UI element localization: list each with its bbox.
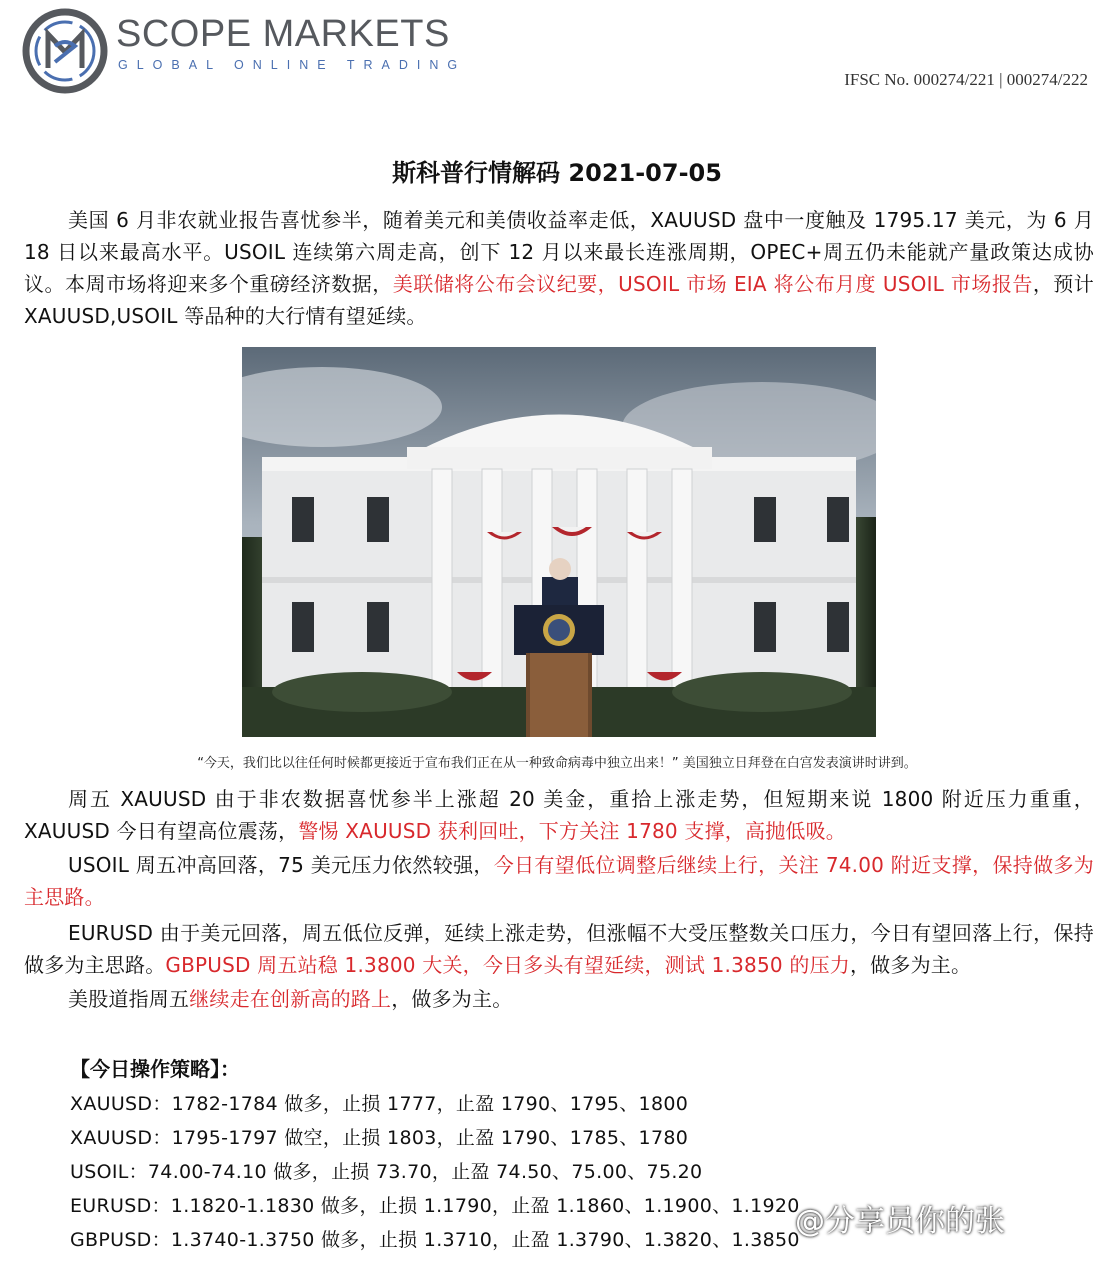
stocks-text-end: ，做多为主。 [391, 987, 513, 1011]
eurusd-text: EURUSD 由于美元回落，周五低位反弹，延续上涨走势，但涨幅不大受压整数关口压力，今日有望回落上行，保持做多为主思路。 [24, 921, 1094, 977]
fx-analysis [24, 917, 1094, 981]
stocks-text: 美股道指周五 [68, 987, 190, 1011]
xauusd-highlight: 警惕 XAUUSD 获利回吐，下方关注 1780 支撑，高抛低吸。 [298, 819, 847, 843]
brand-tagline: GLOBAL ONLINE TRADING [118, 58, 467, 72]
usoil-highlight: 今日有望低位调整后继续上行，关注 74.00 附近支撑，保持做多为主思路。 [24, 853, 1095, 909]
usoil-analysis [24, 849, 1094, 913]
strategy-heading: 【今日操作策略】： [70, 1057, 240, 1081]
stocks-analysis [24, 983, 1094, 1015]
strategy-line: EURUSD：1.1820-1.1830 做多，止损 1.1790，止盈 1.1860、1.1900、1.1920 [70, 1195, 800, 1217]
gbpusd-highlight: GBPUSD 周五站稳 1.3800 大关，今日多头有望延续，测试 1.3850 的压力 [165, 953, 850, 977]
ifsc-number: IFSC No. 000274/221 | 000274/222 [844, 70, 1088, 89]
strategy-line: XAUUSD：1795-1797 做空，止损 1803，止盈 1790、1785、1780 [70, 1127, 689, 1149]
strategy-line: GBPUSD：1.3740-1.3750 做多，止损 1.3710，止盈 1.3790、1.3820、1.3850 [70, 1229, 800, 1251]
stocks-highlight: 继续走在创新高的路上 [189, 987, 392, 1011]
gbpusd-text-end: ，做多为主。 [849, 953, 972, 977]
intro-highlight: 美联储将公布会议纪要，USOIL 市场 EIA 将公布月度 USOIL 市场报告 [392, 272, 1033, 296]
intro-text-end: ，预计 XAUUSD,USOIL 等品种的大行情有望延续。 [24, 272, 1094, 328]
intro-paragraph [24, 204, 1094, 332]
strategy-line: USOIL：74.00-74.10 做多，止损 73.70，止盈 74.50、75.00、75.20 [70, 1161, 703, 1183]
report-title: 斯科普行情解码 2021-07-05 [392, 159, 722, 187]
intro-text: 美国 6 月非农就业报告喜忧参半，随着美元和美债收益率走低，XAUUSD 盘中一度触及 1795.17 美元，为 6 月 18 日以来最高水平。USOIL 连续第六周走高，创下 12 月以来最长连涨周期，OPEC+周五仍未能就产量政策达成协议。本周市场将迎来多个重磅经济数据， [24, 208, 1094, 296]
usoil-text: USOIL 周五冲高回落，75 美元压力依然较强， [68, 853, 494, 877]
photo-caption: “今天，我们比以往任何时候都更接近于宣布我们正在从一种致命病毒中独立出来！” 美国独立日拜登在白宫发表演讲时讲到。 [197, 756, 917, 771]
strategy-line: XAUUSD：1782-1784 做多，止损 1777，止盈 1790、1795、1800 [70, 1093, 689, 1115]
xauusd-analysis [24, 783, 1094, 847]
xauusd-text: 周五 XAUUSD 由于非农数据喜忧参半上涨超 20 美金，重拾上涨走势，但短期来说 1800 附近压力重重，XAUUSD 今日有望高位震荡， [24, 787, 1094, 843]
white-house-podium-photo [242, 347, 876, 737]
brand-name: SCOPE MARKETS [116, 13, 450, 55]
scope-markets-logo-icon [22, 8, 108, 94]
watermark: @分享员你的张 [795, 1204, 1005, 1239]
